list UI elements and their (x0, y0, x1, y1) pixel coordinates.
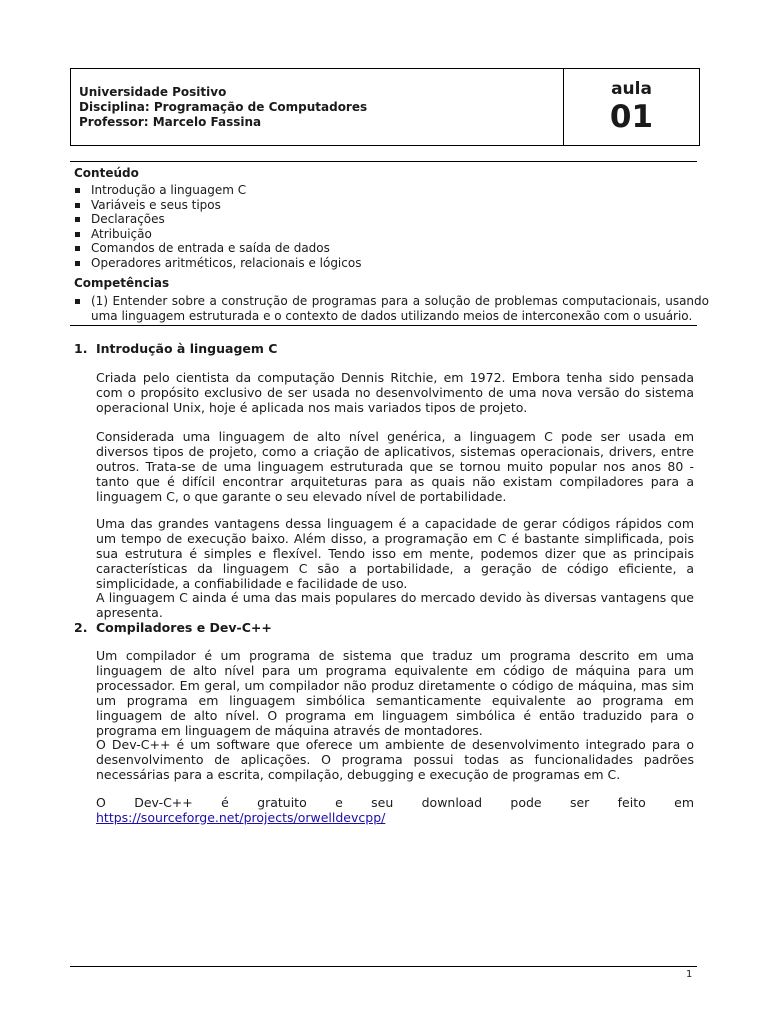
footer-divider (70, 966, 697, 967)
list-item: Declarações (74, 212, 361, 227)
top-divider (70, 161, 697, 162)
list-item: Introdução a linguagem C (74, 183, 361, 198)
download-link[interactable]: https://sourceforge.net/projects/orwelldevcpp/ (96, 810, 386, 825)
conteudo-title: Conteúdo (74, 166, 139, 180)
university-name: Universidade Positivo (79, 85, 227, 99)
list-item: Comandos de entrada e saída de dados (74, 241, 361, 256)
header-info (71, 69, 564, 145)
list-item: Operadores aritméticos, relacionais e lógicos (74, 256, 361, 271)
section-1-title: Introdução à linguagem C (96, 341, 278, 356)
section-1-paragraph: Uma das grandes vantagens dessa linguagem é a capacidade de gerar códigos rápidos com um tempo de execução baixo. Além disso, a programação em C é bastante simplificada, pois sua estrutura é simples e flexível. Tendo isso em mente, podemos dizer que as principais características da linguagem C são a portabilidade, a geração de código eficiente, a simplicidade, a confiabilidade e facilidade de uso. (96, 516, 694, 591)
page-number: 1 (686, 969, 693, 980)
section-1-heading (74, 341, 277, 356)
professor-name: Professor: Marcelo Fassina (79, 115, 262, 129)
aula-number: 01 (609, 99, 654, 135)
section-2-title: Compiladores e Dev-C++ (96, 620, 272, 635)
aula-label: aula (611, 79, 652, 99)
section-2-download-paragraph (96, 795, 694, 825)
list-item: Variáveis e seus tipos (74, 198, 361, 213)
competencias-title: Competências (74, 276, 170, 290)
list-item: (1) Entender sobre a construção de programas para a solução de problemas computacionais, usando uma linguagem estruturada e o contexto de dados utilizando meios de interconexão com o usuário. (74, 294, 709, 323)
section-2-number: 2. (74, 620, 88, 635)
list-item: Atribuição (74, 227, 361, 242)
section-2-paragraph: O Dev-C++ é um software que oferece um ambiente de desenvolvimento integrado para o desenvolvimento de aplicações. O programa possui todas as funcionalidades padrões necessárias para a escrita, compilação, debugging e execução de programas em C. (96, 737, 694, 782)
section-2-paragraph: Um compilador é um programa de sistema que traduz um programa descrito em uma linguagem de alto nível para um programa equivalente em código de máquina para um processador. Em geral, um compilador não produz diretamente o código de máquina, mas sim um programa em linguagem simbólica semanticamente equivalente ao programa em linguagem de alto nível. O programa em linguagem simbólica é então traduzido para o programa em linguagem de máquina através de montadores. (96, 648, 694, 738)
header-box (70, 68, 700, 146)
section-1-paragraph: A linguagem C ainda é uma das mais populares do mercado devido às diversas vantagens que apresenta. (96, 590, 694, 620)
aula-box (564, 69, 699, 145)
conteudo-list (74, 183, 361, 270)
section-1-paragraph: Criada pelo cientista da computação Dennis Ritchie, em 1972. Embora tenha sido pensada com o propósito exclusivo de ser usada no desenvolvimento de uma nova versão do sistema operacional Unix, hoje é aplicada nos mais variados tipos de projeto. (96, 370, 694, 415)
mid-divider (70, 325, 697, 326)
section-1-paragraph: Considerada uma linguagem de alto nível genérica, a linguagem C pode ser usada em diversos tipos de projeto, como a criação de aplicativos, sistemas operacionais, drivers, entre outros. Trata-se de uma linguagem estruturada que se tornou muito popular nos anos 80 - tanto que é difícil encontrar arquiteturas para as quais não existam compiladores para a linguagem C, o que garante o seu elevado nível de portabilidade. (96, 429, 694, 504)
competencias-list (74, 294, 709, 323)
discipline-name: Disciplina: Programação de Computadores (79, 100, 368, 114)
download-text: O Dev-C++ é gratuito e seu download pode ser feito em (96, 795, 694, 810)
section-2-heading (74, 620, 272, 635)
section-1-number: 1. (74, 341, 88, 356)
